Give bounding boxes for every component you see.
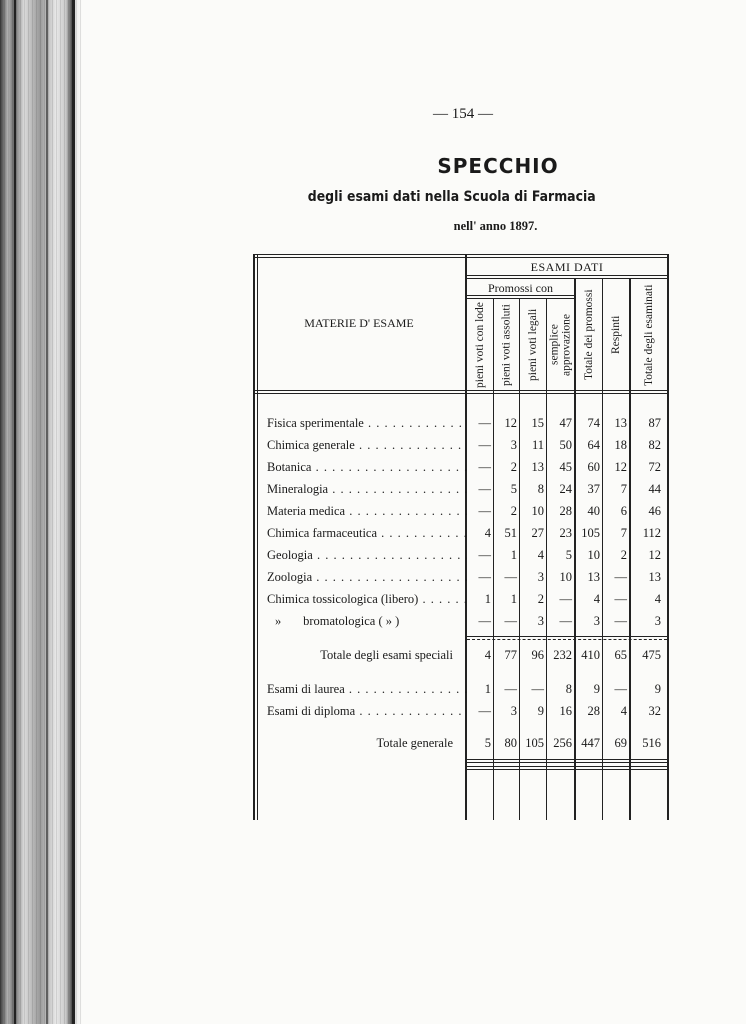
cell-totale-promossi: 60 [587, 460, 600, 474]
cell-semplice: 28 [559, 504, 572, 518]
cell-totale-promossi: 3 [593, 614, 600, 628]
row-label: Totale degli esami speciali [320, 648, 453, 662]
cell-semplice: — [559, 614, 572, 628]
cell-legali: 13 [531, 460, 544, 474]
cell-assoluti: 3 [510, 704, 517, 718]
cell-respinti: 6 [620, 504, 627, 518]
row-label: Esami di laurea . . . [267, 682, 467, 697]
row-label: Totale generale [376, 736, 453, 750]
cell-con-lode: 4 [484, 648, 491, 662]
cell-semplice: 256 [553, 736, 572, 750]
cell-con-lode: — [478, 416, 491, 430]
cell-con-lode: — [478, 438, 491, 452]
cell-respinti: 18 [614, 438, 627, 452]
cell-assoluti: — [504, 682, 517, 696]
cell-respinti: — [614, 682, 627, 696]
cell-respinti: — [614, 614, 627, 628]
cell-con-lode: — [478, 504, 491, 518]
cell-respinti: 7 [620, 482, 627, 496]
cell-con-lode: — [478, 460, 491, 474]
cell-con-lode: 1 [484, 592, 491, 606]
table-row [253, 456, 669, 478]
cell-con-lode: — [478, 570, 491, 584]
cell-legali: 10 [531, 504, 544, 518]
cell-assoluti: 1 [510, 548, 517, 562]
cell-legali: 9 [537, 704, 544, 718]
cell-assoluti: 77 [504, 648, 517, 662]
group-header: ESAMI DATI [530, 260, 604, 274]
grand-total-row [253, 732, 669, 754]
cell-legali: 105 [525, 736, 544, 750]
cell-semplice: — [559, 592, 572, 606]
cell-totale-esaminati: 87 [648, 416, 661, 430]
cell-respinti: 69 [614, 736, 627, 750]
row-label: Esami di diploma . . . [267, 704, 467, 719]
binding-crease [46, 0, 48, 1024]
subject-column-header: MATERIE D' ESAME [304, 316, 414, 330]
cell-respinti: — [614, 592, 627, 606]
column-header-semplice: semplice approvazione [548, 314, 573, 376]
cell-assoluti: 2 [510, 504, 517, 518]
cell-totale-promossi: 105 [581, 526, 600, 540]
year-line: nell' anno 1897. [453, 219, 538, 233]
row-label: » bromatologica ( » ) [275, 614, 400, 628]
cell-legali: 3 [537, 614, 544, 628]
cell-assoluti: 12 [504, 416, 517, 430]
row-label: Fisica sperimentale . . . [267, 416, 467, 431]
subtotal-rule [467, 639, 667, 640]
cell-totale-promossi: 13 [587, 570, 600, 584]
column-header-assoluti: pieni voti assoluti [500, 304, 513, 386]
row-label: Chimica tossicologica (libero) . . . [267, 592, 467, 607]
cell-totale-esaminati: 32 [648, 704, 661, 718]
binding-crease [14, 0, 16, 1024]
cell-totale-esaminati: 46 [648, 504, 661, 518]
exam-statistics-table [253, 254, 669, 820]
cell-totale-promossi: 40 [587, 504, 600, 518]
cell-con-lode: — [478, 482, 491, 496]
cell-totale-esaminati: 44 [648, 482, 661, 496]
cell-legali: 15 [531, 416, 544, 430]
cell-legali: — [531, 682, 544, 696]
row-label: Chimica farmaceutica . . . [267, 526, 467, 541]
cell-respinti: — [614, 570, 627, 584]
cell-assoluti: 5 [510, 482, 517, 496]
cell-totale-promossi: 28 [587, 704, 600, 718]
table-row [253, 566, 669, 588]
page-number: — 154 — [433, 106, 493, 122]
cell-totale-promossi: 37 [587, 482, 600, 496]
cell-totale-promossi: 74 [587, 416, 600, 430]
column-header-totale-promossi: Totale dei promossi [583, 289, 595, 381]
row-label: Botanica . . . [267, 460, 467, 475]
table-row [253, 678, 669, 700]
cell-con-lode: 4 [484, 526, 491, 540]
row-label: Zoologia . . . [267, 570, 467, 585]
cell-totale-esaminati: 516 [642, 736, 661, 750]
cell-totale-esaminati: 72 [648, 460, 661, 474]
cell-legali: 8 [537, 482, 544, 496]
cell-con-lode: — [478, 548, 491, 562]
cell-totale-esaminati: 3 [654, 614, 661, 628]
cell-semplice: 8 [565, 682, 572, 696]
table-row [253, 412, 669, 434]
cell-semplice: 16 [559, 704, 572, 718]
cell-assoluti: 51 [504, 526, 517, 540]
cell-totale-esaminati: 4 [654, 592, 661, 606]
cell-assoluti: 2 [510, 460, 517, 474]
cell-legali: 3 [537, 570, 544, 584]
book-binding-edge [0, 0, 82, 1024]
cell-assoluti: 80 [504, 736, 517, 750]
column-header-legali: pieni voti legali [527, 308, 539, 382]
cell-totale-esaminati: 475 [642, 648, 661, 662]
cell-legali: 11 [531, 438, 544, 452]
column-header-totale-esaminati: Totale degli esaminati [643, 284, 655, 386]
cell-legali: 27 [531, 526, 544, 540]
row-label: Chimica generale . . . [267, 438, 467, 453]
cell-respinti: 12 [614, 460, 627, 474]
table-top-border [253, 254, 669, 258]
header-bottom-rule [253, 390, 669, 394]
column-header-con-lode: pieni voti con lode [474, 302, 486, 388]
cell-respinti: 7 [620, 526, 627, 540]
table-row [253, 610, 669, 632]
cell-semplice: 232 [553, 648, 572, 662]
promossi-header: Promossi con [487, 281, 553, 295]
grand-total-rule [467, 759, 667, 763]
cell-con-lode: 1 [484, 682, 491, 696]
cell-legali: 4 [537, 548, 544, 562]
cell-semplice: 45 [559, 460, 572, 474]
group-header-rule [467, 275, 667, 279]
column-header-respinti: Respinti [610, 315, 622, 355]
cell-legali: 2 [537, 592, 544, 606]
cell-respinti: 65 [614, 648, 627, 662]
subtotal-rule [467, 636, 667, 637]
table-row [253, 478, 669, 500]
cell-semplice: 10 [559, 570, 572, 584]
cell-respinti: 2 [620, 548, 627, 562]
cell-totale-esaminati: 112 [642, 526, 661, 540]
cell-semplice: 50 [559, 438, 572, 452]
cell-respinti: 4 [620, 704, 627, 718]
binding-crease [72, 0, 75, 1024]
cell-legali: 96 [531, 648, 544, 662]
grand-total-rule [467, 766, 667, 770]
cell-respinti: 13 [614, 416, 627, 430]
cell-assoluti: 1 [510, 592, 517, 606]
row-label: Geologia . . . [267, 548, 467, 563]
cell-totale-esaminati: 9 [654, 682, 661, 696]
cell-assoluti: 3 [510, 438, 517, 452]
page-title: SPECCHIO [437, 154, 559, 178]
cell-totale-promossi: 64 [587, 438, 600, 452]
cell-totale-promossi: 4 [593, 592, 600, 606]
cell-assoluti: — [504, 614, 517, 628]
row-label: Mineralogia . . . [267, 482, 467, 497]
table-row [253, 434, 669, 456]
table-row [253, 588, 669, 610]
cell-semplice: 24 [559, 482, 572, 496]
cell-semplice: 5 [565, 548, 572, 562]
cell-totale-promossi: 9 [593, 682, 600, 696]
page-subtitle: degli esami dati nella Scuola di Farmacia [307, 189, 596, 205]
cell-totale-promossi: 447 [581, 736, 600, 750]
cell-totale-promossi: 410 [581, 648, 600, 662]
cell-assoluti: — [504, 570, 517, 584]
table-row [253, 544, 669, 566]
cell-totale-esaminati: 13 [648, 570, 661, 584]
table-row [253, 522, 669, 544]
subtotal-row [253, 644, 669, 666]
cell-con-lode: — [478, 704, 491, 718]
row-label: Materia medica . . . [267, 504, 467, 519]
table-row [253, 500, 669, 522]
cell-totale-esaminati: 12 [648, 548, 661, 562]
cell-semplice: 23 [559, 526, 572, 540]
cell-con-lode: — [478, 614, 491, 628]
cell-totale-esaminati: 82 [648, 438, 661, 452]
cell-semplice: 47 [559, 416, 572, 430]
table-row [253, 700, 669, 722]
cell-con-lode: 5 [484, 736, 491, 750]
cell-totale-promossi: 10 [587, 548, 600, 562]
